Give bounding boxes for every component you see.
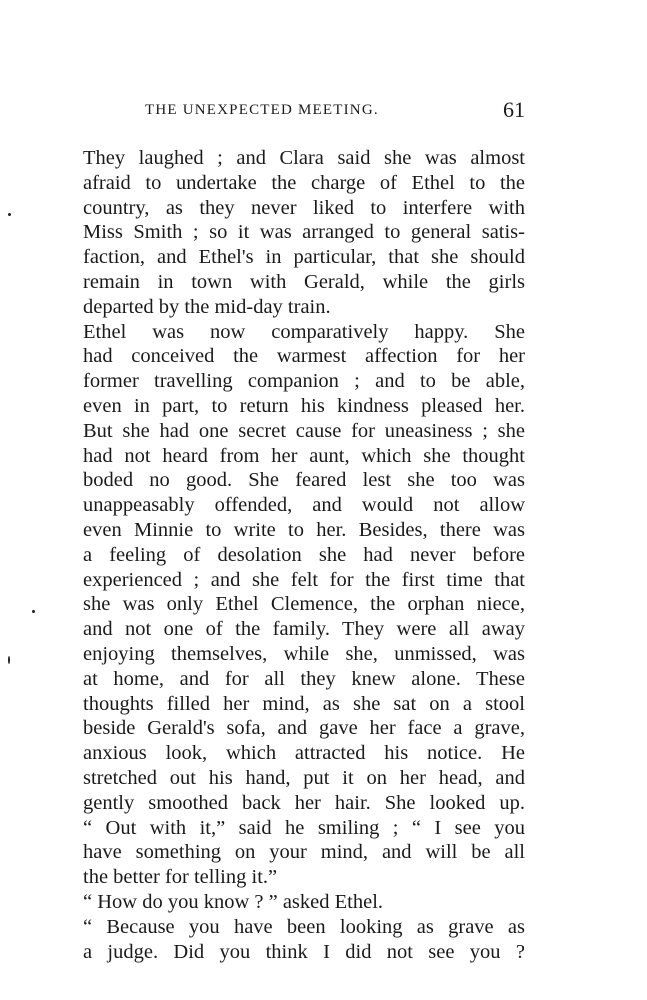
text-line: even Minnie to write to her. Besides, there was — [83, 518, 525, 541]
text-line: a feeling of desolation she had never before — [83, 543, 525, 566]
text-line: experienced ; and she felt for the first time that — [83, 568, 525, 591]
text-line: boded no good. She feared lest she too was — [83, 469, 525, 492]
text-line: former travelling companion ; and to be able, — [83, 370, 525, 393]
margin-speck — [8, 213, 11, 216]
text-line: enjoying themselves, while she, unmissed, was — [83, 642, 525, 665]
text-line: at home, and for all they knew alone. These — [83, 667, 525, 690]
running-title: THE UNEXPECTED MEETING. — [145, 102, 379, 118]
margin-speck — [8, 656, 10, 664]
text-line: she was only Ethel Clemence, the orphan niece, — [83, 593, 525, 616]
text-line: thoughts filled her mind, as she sat on a stool — [83, 692, 525, 715]
text-line: even in part, to return his kindness pleased her. — [83, 394, 525, 417]
text-line: “ Because you have been looking as grave as — [83, 915, 525, 938]
text-line: had conceived the warmest affection for her — [83, 345, 525, 368]
text-line: the better for telling it.” — [83, 866, 278, 889]
text-line: remain in town with Gerald, while the girls — [83, 270, 525, 293]
text-line: anxious look, which attracted his notice. He — [83, 742, 525, 765]
text-line: have something on your mind, and will be all — [83, 841, 525, 864]
text-line: faction, and Ethel's in particular, that she should — [83, 246, 525, 269]
text-line: and not one of the family. They were all away — [83, 618, 525, 641]
text-line: a judge. Did you think I did not see you ? — [83, 940, 525, 963]
text-line: gently smoothed back her hair. She looked up. — [83, 791, 525, 814]
margin-speck — [32, 610, 35, 613]
text-line: Miss Smith ; so it was arranged to general satis- — [83, 221, 525, 244]
text-line: stretched out his hand, put it on her head, and — [83, 766, 525, 789]
text-line: had not heard from her aunt, which she thought — [83, 444, 525, 467]
text-line: country, as they never liked to interfere with — [83, 196, 525, 219]
text-line: beside Gerald's sofa, and gave her face a grave, — [83, 717, 525, 740]
page-number: 61 — [503, 97, 525, 122]
running-head — [83, 97, 525, 130]
text-line: departed by the mid-day train. — [83, 295, 331, 318]
text-line: Ethel was now comparatively happy. She — [83, 320, 525, 343]
text-line: “ Out with it,” said he smiling ; “ I see you — [83, 816, 525, 839]
text-line: afraid to undertake the charge of Ethel to the — [83, 171, 525, 194]
body-text — [83, 146, 525, 964]
text-line: But she had one secret cause for uneasiness ; she — [83, 419, 525, 442]
text-line: “ How do you know ? ” asked Ethel. — [83, 890, 384, 913]
text-line: They laughed ; and Clara said she was almost — [83, 147, 525, 169]
text-line: unappeasably offended, and would not allow — [83, 494, 525, 517]
